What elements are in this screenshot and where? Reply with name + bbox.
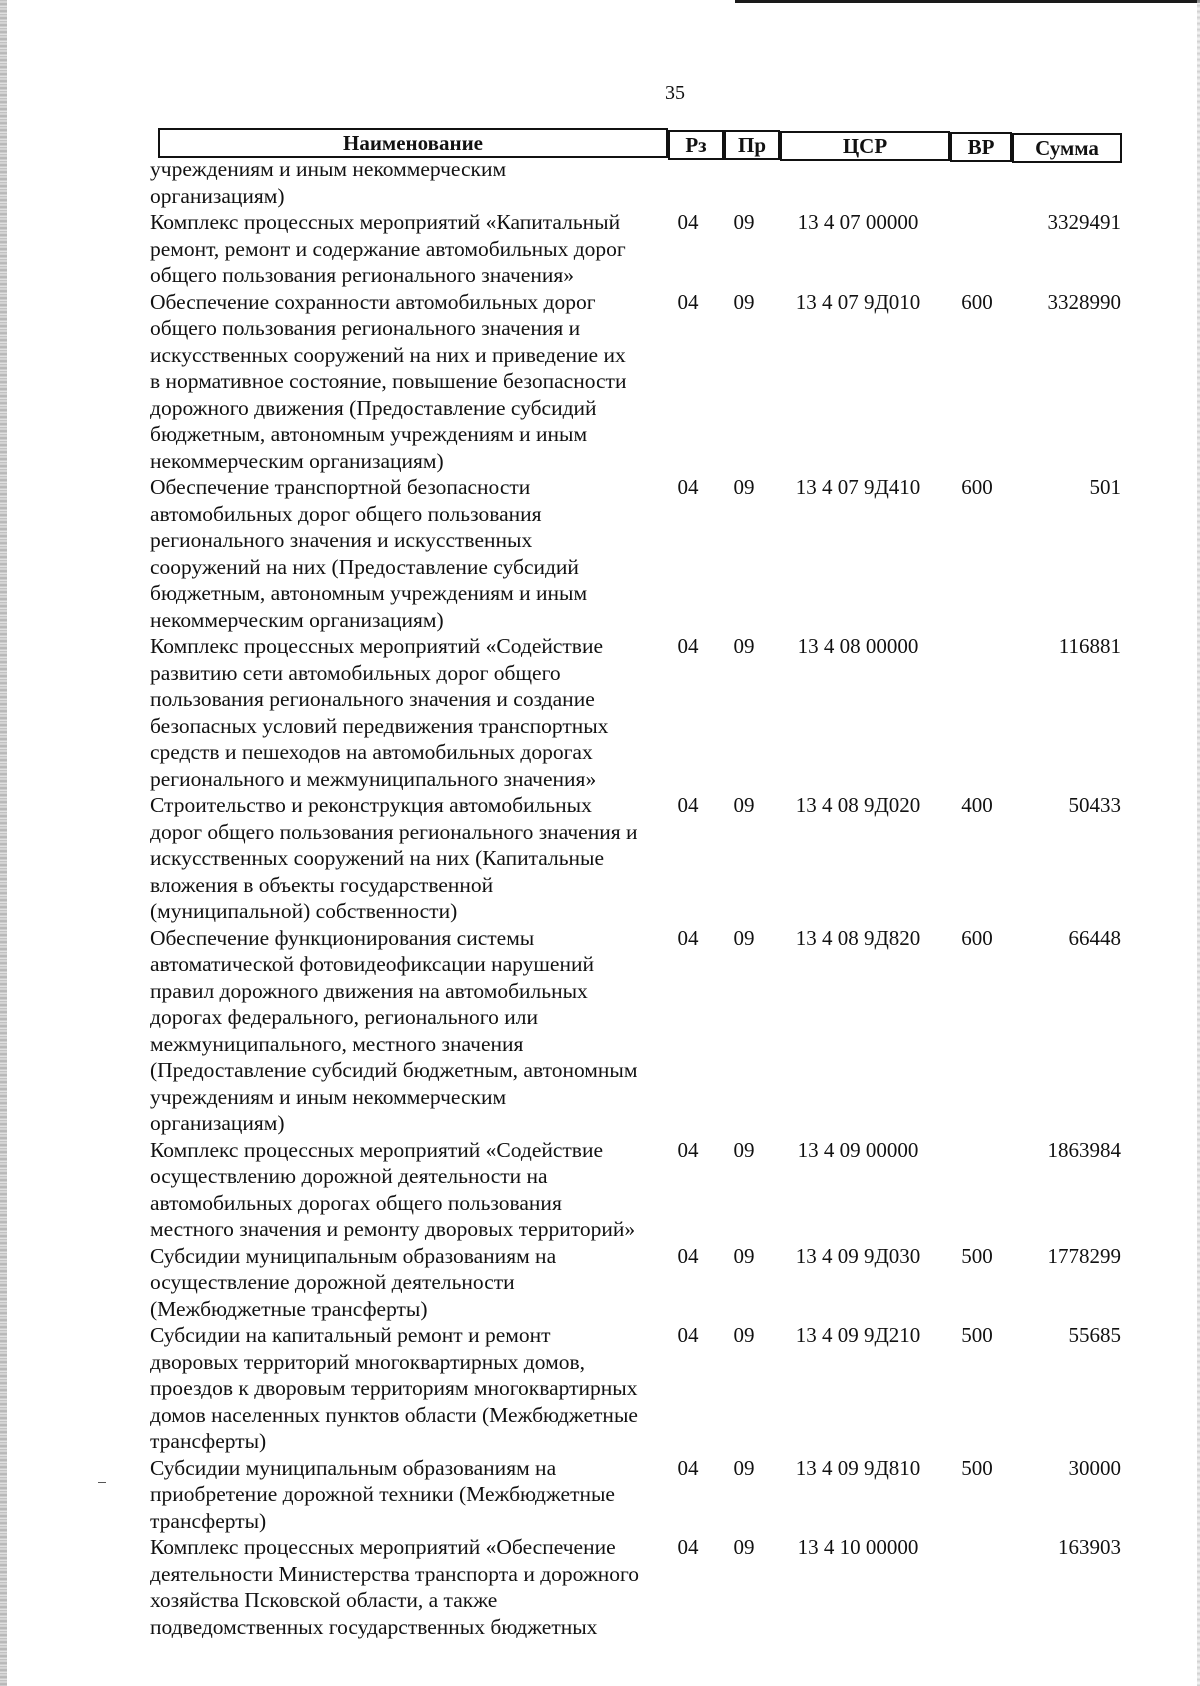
table-row [150, 1455, 1125, 1535]
row-rz: 04 [677, 1137, 699, 1162]
row-sum: 3329491 [1047, 210, 1121, 234]
row-csr: 13 4 08 00000 [797, 634, 919, 658]
row-rz: 04 [677, 793, 699, 817]
row-name: учреждениям и иным некоммерческим организациям) [150, 157, 507, 208]
row-sum: 116881 [1058, 634, 1121, 658]
header-csr: ЦСР [780, 131, 950, 161]
row-name: Обеспечение транспортной безопасности автомобильных дорог общего пользования регионального значения и искусственных сооружений на них (Предоставление субсидий бюджетным, автономным учреждениям и иным некоммерческим организациям) [150, 475, 588, 632]
header-pr: Пр [724, 130, 780, 160]
table-row [150, 925, 1125, 1137]
row-pr: 09 [733, 1243, 755, 1268]
row-pr: 09 [733, 1455, 755, 1480]
row-csr: 13 4 08 9Д820 [795, 925, 921, 950]
row-sum: 163903 [1058, 1535, 1121, 1559]
row-pr: 09 [733, 1323, 755, 1347]
row-csr: 13 4 07 00000 [797, 210, 919, 234]
scan-edge-top [735, 0, 1200, 3]
row-csr: 13 4 09 9Д210 [795, 1323, 921, 1347]
row-sum: 55685 [1068, 1323, 1121, 1347]
table-row [150, 209, 1125, 289]
row-pr: 09 [733, 475, 755, 499]
row-rz: 04 [677, 1243, 699, 1268]
row-rz: 04 [677, 1455, 699, 1480]
row-vr: 500 [961, 1323, 993, 1347]
row-rz: 04 [677, 289, 699, 314]
row-csr: 13 4 09 9Д030 [795, 1243, 921, 1268]
header-vr: ВР [950, 132, 1012, 162]
header-name: Наименование [158, 128, 668, 158]
row-pr: 09 [733, 1535, 755, 1559]
row-name: Субсидии муниципальным образованиям на осуществление дорожной деятельности (Межбюджетные трансферты) [150, 1243, 557, 1321]
row-csr: 13 4 07 9Д010 [795, 289, 921, 314]
table-row [150, 1534, 1125, 1640]
row-csr: 13 4 07 9Д410 [795, 475, 921, 499]
row-rz: 04 [677, 475, 699, 499]
table-row [150, 474, 1125, 633]
page-number: 35 [665, 82, 685, 104]
row-vr: 500 [961, 1455, 993, 1480]
row-rz: 04 [677, 210, 699, 234]
row-name: Строительство и реконструкция автомобильных дорог общего пользования регионального значения и искусственных сооружений на них (Капитальные вложения в объекты государственной (муниципальной) собственности) [150, 793, 638, 923]
row-pr: 09 [733, 1137, 755, 1162]
row-name: Комплекс процессных мероприятий «Содействие осуществлению дорожной деятельности на автомобильных дорогах общего пользования местного значения и ремонту дворовых территорий» [150, 1137, 636, 1241]
row-sum: 1778299 [1047, 1243, 1121, 1268]
row-vr: 400 [961, 793, 993, 817]
row-vr: 600 [961, 475, 993, 499]
row-sum: 3328990 [1047, 289, 1121, 314]
row-name: Комплекс процессных мероприятий «Обеспечение деятельности Министерства транспорта и дорожного хозяйства Псковской области, а также подведомственных государственных бюджетных [150, 1535, 640, 1639]
row-name: Субсидии муниципальным образованиям на приобретение дорожной техники (Межбюджетные трансферты) [150, 1455, 615, 1533]
row-sum: 501 [1089, 475, 1121, 499]
row-rz: 04 [677, 925, 699, 950]
row-csr: 13 4 09 9Д810 [795, 1455, 921, 1480]
table-body [150, 156, 1125, 1640]
table-row [150, 633, 1125, 792]
row-rz: 04 [677, 634, 699, 658]
row-pr: 09 [733, 634, 755, 658]
row-csr: 13 4 10 00000 [797, 1535, 919, 1559]
row-pr: 09 [733, 793, 755, 817]
margin-mark [98, 1482, 106, 1483]
table-row [150, 156, 1125, 209]
row-csr: 13 4 09 00000 [797, 1137, 919, 1162]
row-name: Комплекс процессных мероприятий «Содействие развитию сети автомобильных дорог общего пользования регионального значения и создание безопасных условий передвижения транспортных средств и пешеходов на автомобильных дорогах регионального и межмуниципального значения» [150, 634, 609, 791]
row-pr: 09 [733, 289, 755, 314]
row-vr: 600 [961, 289, 993, 314]
row-csr: 13 4 08 9Д020 [795, 793, 921, 817]
row-pr: 09 [733, 210, 755, 234]
table-row [150, 792, 1125, 925]
row-vr: 500 [961, 1243, 993, 1268]
row-pr: 09 [733, 925, 755, 950]
row-sum: 1863984 [1047, 1137, 1121, 1162]
row-name: Обеспечение сохранности автомобильных дорог общего пользования регионального значения и искусственных сооружений на них и приведение их в нормативное состояние, повышение безопасности дорожного движения (Предоставление субсидий бюджетным, автономным учреждениям и иным некоммерческим организациям) [150, 289, 627, 473]
table-row [150, 289, 1125, 475]
table-row [150, 1243, 1125, 1323]
scan-edge-left [0, 0, 7, 1686]
row-sum: 66448 [1068, 925, 1121, 950]
row-name: Субсидии на капитальный ремонт и ремонт дворовых территорий многоквартирных домов, проездов к дворовым территориям многоквартирных домов населенных пунктов области (Межбюджетные трансферты) [150, 1323, 638, 1453]
row-name: Комплекс процессных мероприятий «Капитальный ремонт, ремонт и содержание автомобильных дорог общего пользования регионального значения» [150, 210, 626, 287]
row-rz: 04 [677, 1323, 699, 1347]
header-rz: Рз [668, 130, 724, 160]
table-row [150, 1322, 1125, 1455]
table-row [150, 1137, 1125, 1243]
row-name: Обеспечение функционирования системы автоматической фотовидеофиксации нарушений правил дорожного движения на автомобильных дорогах федерального, регионального или межмуниципального, местного значения (Предоставление субсидий бюджетным, автономным учреждениям и иным некоммерческим организациям) [150, 925, 638, 1135]
row-vr: 600 [961, 925, 993, 950]
header-sum: Сумма [1012, 133, 1122, 163]
row-rz: 04 [677, 1535, 699, 1559]
row-sum: 50433 [1068, 793, 1121, 817]
row-sum: 30000 [1068, 1455, 1121, 1480]
